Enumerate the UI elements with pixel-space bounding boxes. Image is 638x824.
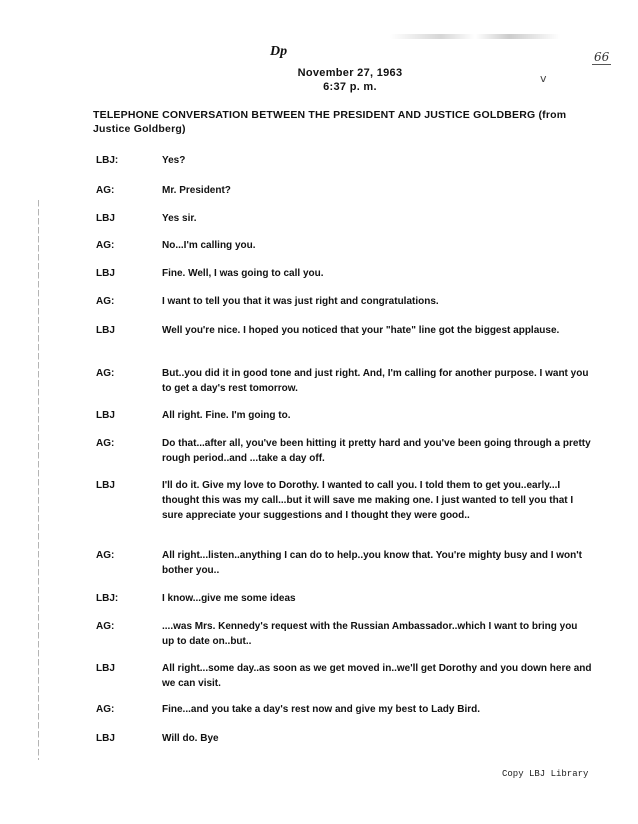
dialogue-text: But..you did it in good tone and just right. And, I'm calling for another purpose. I want you to get a day's rest tomorrow. bbox=[162, 368, 589, 394]
speaker-label: LBJ bbox=[96, 480, 115, 491]
dialogue-text: Fine...and you take a day's rest now and give my best to Lady Bird. bbox=[162, 704, 481, 715]
speaker-label: LBJ bbox=[96, 213, 115, 224]
speaker-label: AG: bbox=[96, 438, 115, 449]
handwritten-page-note: 66 bbox=[594, 50, 610, 64]
date-block bbox=[260, 66, 440, 94]
dialogue-text: All right...some day..as soon as we get moved in..we'll get Dorothy and you down here and we can visit. bbox=[162, 663, 592, 689]
dialogue-text: Do that...after all, you've been hitting it pretty hard and you've been going through a pretty rough period..and ...take a day off. bbox=[162, 438, 591, 464]
speaker-label: AG: bbox=[96, 621, 115, 632]
document-title: TELEPHONE CONVERSATION BETWEEN THE PRESIDENT AND JUSTICE GOLDBERG (from Justice Goldberg) bbox=[93, 109, 567, 135]
speaker-label: LBJ bbox=[96, 733, 115, 744]
speaker-label: AG: bbox=[96, 240, 115, 251]
speaker-label: LBJ bbox=[96, 410, 115, 421]
initials-mark: Dp bbox=[270, 44, 288, 59]
dialogue-text: I know...give me some ideas bbox=[162, 593, 296, 604]
speaker-label: LBJ: bbox=[96, 593, 119, 604]
dialogue-text: No...I'm calling you. bbox=[162, 240, 256, 251]
dialogue-text: Well you're nice. I hoped you noticed that your "hate" line got the biggest applause. bbox=[162, 325, 560, 336]
dialogue-text: All right...listen..anything I can do to help..you know that. You're mighty busy and I won't bother you.. bbox=[162, 550, 582, 576]
dialogue-text: ....was Mrs. Kennedy's request with the Russian Ambassador..which I want to bring you up to date on..but.. bbox=[162, 621, 578, 647]
check-mark: v bbox=[540, 72, 547, 85]
dialogue-text: Fine. Well, I was going to call you. bbox=[162, 268, 324, 279]
speaker-label: LBJ bbox=[96, 325, 115, 336]
dialogue-text: Yes? bbox=[162, 155, 186, 166]
speaker-label: LBJ bbox=[96, 663, 115, 674]
speaker-label: AG: bbox=[96, 185, 115, 196]
dialogue-text: I'll do it. Give my love to Dorothy. I wanted to call you. I told them to get you..early...I thought this was my call...but it will save me making one. I just wanted to tell you that I sure appreciate your suggestions and I thought they were good.. bbox=[162, 480, 574, 521]
speaker-label: AG: bbox=[96, 550, 115, 561]
dialogue-text: Yes sir. bbox=[162, 213, 197, 224]
speaker-label: AG: bbox=[96, 368, 115, 379]
speaker-label: AG: bbox=[96, 704, 115, 715]
speaker-label: LBJ: bbox=[96, 155, 119, 166]
scan-smudge bbox=[390, 34, 560, 39]
dialogue-text: I want to tell you that it was just right and congratulations. bbox=[162, 296, 439, 307]
dialogue-text: Mr. President? bbox=[162, 185, 231, 196]
document-time: 6:37 p. m. bbox=[323, 81, 377, 93]
speaker-label: AG: bbox=[96, 296, 115, 307]
dialogue-text: All right. Fine. I'm going to. bbox=[162, 410, 291, 421]
archive-footer: Copy LBJ Library bbox=[502, 769, 589, 779]
speaker-label: LBJ bbox=[96, 268, 115, 279]
document-date: November 27, 1963 bbox=[297, 67, 403, 79]
dialogue-text: Will do. Bye bbox=[162, 733, 219, 744]
margin-rule bbox=[38, 200, 39, 760]
